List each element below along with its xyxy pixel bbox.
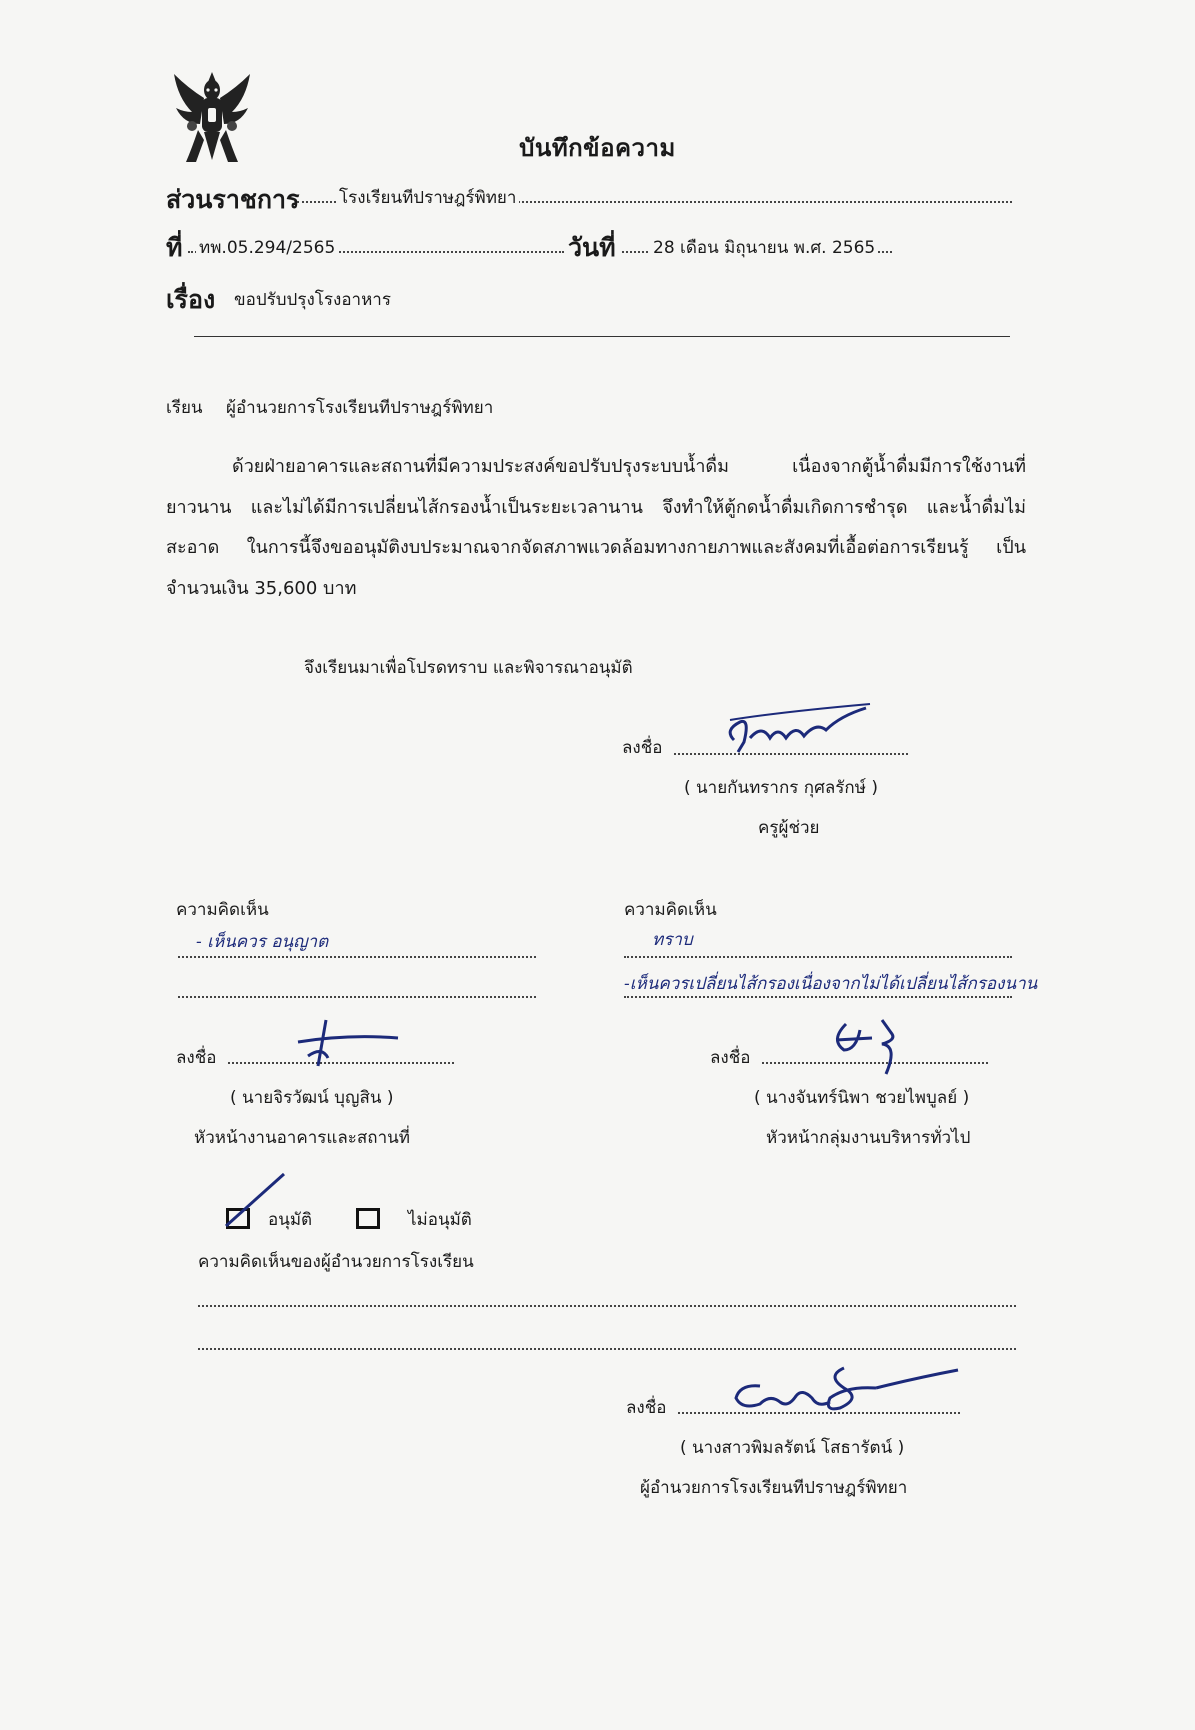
reject-label: ไม่อนุมัติ [408,1210,472,1230]
opinion-left-handwritten: - เห็นควร อนุญาต [196,932,329,952]
ref-value: ทพ.05.294/2565 [196,234,338,261]
opinion-right-handwritten-1: ทราบ [652,930,693,950]
opinion-right-sign-label: ลงชื่อ [710,1048,751,1068]
closing-line: จึงเรียนมาเพื่อโปรดทราบ และพิจารณาอนุมัติ [304,658,633,678]
memo-title: บันทึกข้อความ [519,134,676,162]
subject-label: เรื่อง [166,285,216,314]
salutation-value: ผู้อำนวยการโรงเรียนทีปราษฎร์พิทยา [226,398,494,418]
opinion-right-signature [826,1010,916,1076]
approve-label: อนุมัติ [268,1210,313,1230]
director-sign-label: ลงชื่อ [626,1398,667,1418]
director-position: ผู้อำนวยการโรงเรียนทีปราษฎร์พิทยา [640,1478,908,1498]
opinion-right-name: ( นางจันทร์นิพา ชวยไพบูลย์ ) [754,1088,970,1108]
opinion-right-dotline-1 [624,956,1012,958]
opinion-left-dotline-2 [178,996,536,998]
requester-position: ครูผู้ช่วย [758,818,820,838]
director-name: ( นางสาวพิมลรัตน์ โสธารัตน์ ) [680,1438,905,1458]
director-opinion-dotline-2 [198,1348,1016,1350]
requester-name: ( นายกันทรากร กุศลรักษ์ ) [684,778,878,798]
date-value: 28 เดือน มิถุนายน พ.ศ. 2565 [650,234,878,261]
opinion-left-label: ความคิดเห็น [176,900,269,920]
agency-label: ส่วนราชการ [166,185,300,214]
opinion-left-sign-label: ลงชื่อ [176,1048,217,1068]
body-paragraph-text: ด้วยฝ่ายอาคารและสถานที่มีความประสงค์ขอปรับปรุงระบบน้ำดื่ม เนื่องจากตู้น้ำดื่มมีการใช้งานที่ยาวนาน และไม่ได้มีการเปลี่ยนไส้กรองน้ำเป็นระยะเวลานาน จึงทำให้ตู้กดน้ำดื่มเกิดการชำรุด และน้ำดื่มไม่สะอาด ในการนี้จึงขออนุมัติงบประมาณจากจัดสภาพแวดล้อมทางกายภาพและสังคมที่เอื้อต่อการเรียนรู้ เป็นจำนวนเงิน 35,600 บาท [166,456,1026,599]
opinion-left-position: หัวหน้างานอาคารและสถานที่ [194,1128,410,1148]
reject-checkbox[interactable] [356,1208,380,1229]
opinion-left-signature [288,1016,408,1072]
director-opinion-dotline-1 [198,1305,1016,1307]
director-signature [726,1358,966,1418]
requester-signature [720,700,870,756]
date-label: วันที่ [568,233,616,262]
requester-sign-label: ลงชื่อ [622,738,663,758]
opinion-right-position: หัวหน้ากลุ่มงานบริหารทั่วไป [766,1128,971,1148]
salutation-label: เรียน [166,398,203,418]
opinion-right-handwritten-2: -เห็นควรเปลี่ยนไส้กรองเนื่องจากไม่ได้เปลี่ยนไส้กรองนาน [624,974,1038,994]
subject-value: ขอปรับปรุงโรงอาหาร [234,290,391,310]
ref-label: ที่ [166,233,183,262]
body-paragraph [166,447,1026,609]
director-opinion-label: ความคิดเห็นของผู้อำนวยการโรงเรียน [198,1252,474,1272]
opinion-right-label: ความคิดเห็น [624,900,717,920]
header-divider [194,336,1010,337]
opinion-left-dotline-1 [178,956,536,958]
opinion-left-name: ( นายจิรวัฒน์ บุญสิน ) [230,1088,394,1108]
agency-value: โรงเรียนทีปราษฎร์พิทยา [336,184,519,211]
